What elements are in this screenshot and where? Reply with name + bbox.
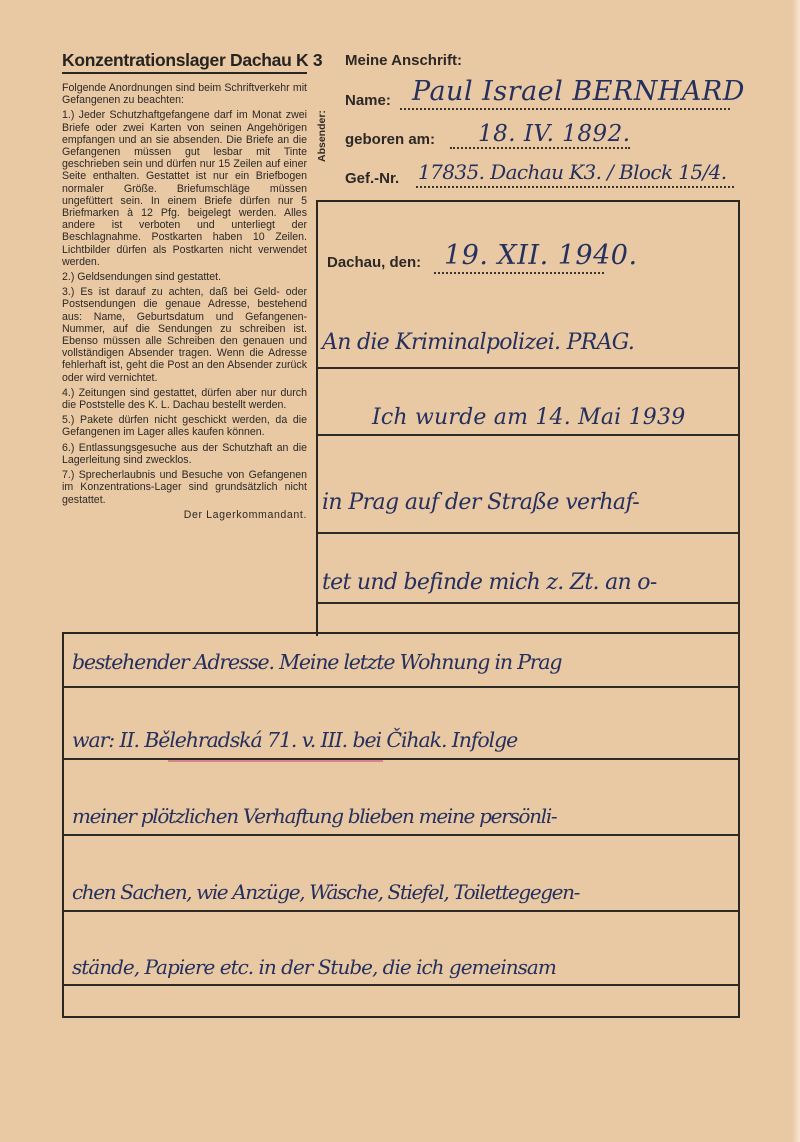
ruled-line [64, 984, 738, 986]
letter-line-8: chen Sachen, wie Anzüge, Wäsche, Stiefel, Toilettegegen- [72, 880, 579, 904]
ruled-line [64, 758, 738, 760]
address-heading: Meine Anschrift: [345, 52, 462, 69]
rule-1: 1.) Jeder Schutzhaftgefangene darf im Monat zwei Briefe oder zwei Karten von seinen Angehörigen empfangen und an sie absenden. Die Briefe an die Gefangenen müssen gut lesbar mit Tinte geschrieben sein und dürfen nur 15 Zeilen auf einer Seite enthalten. Gestattet ist nur ein Briefbogen normaler Größe. Briefumschläge müssen ungefüttert sein. In einem Briefe dürfen nur 5 Briefmarken à 12 Pfg. beigelegt werden. Alles andere ist verboten und unterliegt der Beschlagnahme. Postkarten haben 10 Zeilen. Lichtbilder dürfen als Postkarten nicht verwendet werden. [62, 109, 307, 268]
rule-5: 5.) Pakete dürfen nicht geschickt werden, da die Gefangenen im Lager alles kaufen können. [62, 414, 307, 439]
letter-line-2: Ich wurde am 14. Mai 1939 [372, 405, 686, 430]
letter-line-1: An die Kriminalpolizei. PRAG. [322, 330, 635, 355]
letter-line-3: in Prag auf der Straße verhaf- [322, 490, 640, 515]
number-label: Gef.-Nr. [345, 170, 400, 187]
date-value: 19. XII. 1940. [444, 240, 638, 271]
letter-line-5: bestehender Adresse. Meine letzte Wohnung in Prag [72, 650, 562, 674]
letter-line-9: stände, Papiere etc. in der Stube, die ich gemeinsam [72, 955, 556, 979]
rules-intro: Folgende Anordnungen sind beim Schriftverkehr mit Gefangenen zu beachten: [62, 82, 307, 107]
number-dotted-line [416, 186, 734, 188]
rule-7: 7.) Sprecherlaubnis und Besuche von Gefangenen im Konzentrations-Lager sind grundsätzlich nicht gestattet. [62, 469, 307, 506]
paper-edge [792, 0, 800, 1142]
date-dotted-line [434, 272, 604, 274]
name-dotted-line [400, 108, 730, 110]
form-title: Konzentrationslager Dachau K 3 [62, 50, 307, 74]
birth-value: 18. IV. 1892. [478, 121, 631, 147]
letter-line-4: tet und befinde mich z. Zt. an o- [322, 570, 657, 595]
rule-3: 3.) Es ist darauf zu achten, daß bei Geld- oder Postsendungen die genaue Adresse, bestehend aus: Name, Geburtsdatum und Gefangenen-Nummer, auf die Sendungen zu schreiben ist. Ebenso müssen alle Schreiben den genauen und vollständigen Absender tragen. Wenn die Adresse fehlerhaft ist, geht die Post an den Absender zurück oder wird vernichtet. [62, 286, 307, 384]
name-value: Paul Israel BERNHARD [412, 76, 745, 107]
ruled-line [318, 367, 738, 369]
rules-text [62, 82, 307, 524]
letter-line-6: war: II. Bělehradská 71. v. III. bei Čihak. Infolge [72, 728, 518, 752]
birth-label: geboren am: [345, 131, 436, 148]
ruled-line [64, 910, 738, 912]
commandant-signature: Der Lagerkommandant. [183, 508, 307, 521]
ruled-line [64, 686, 738, 688]
rule-6: 6.) Entlassungsgesuche aus der Schutzhaft an die Lagerleitung sind zwecklos. [62, 441, 307, 466]
ruled-line [318, 602, 738, 604]
red-pencil-underline [168, 760, 383, 762]
ruled-line [318, 532, 738, 534]
number-value: 17835. Dachau K3. / Block 15/4. [418, 160, 727, 184]
ruled-line [64, 834, 738, 836]
name-label: Name: [345, 92, 391, 109]
absender-label: Absender: [316, 110, 328, 162]
rule-4: 4.) Zeitungen sind gestattet, dürfen aber nur durch die Poststelle des K. L. Dachau bestellt werden. [62, 386, 307, 412]
letter-line-7: meiner plötzlichen Verhaftung blieben meine persönli- [72, 804, 557, 828]
date-label: Dachau, den: [327, 254, 422, 271]
ruled-line [318, 434, 738, 436]
birth-dotted-line [450, 147, 630, 149]
rule-2: 2.) Geldsendungen sind gestattet. [62, 271, 222, 284]
